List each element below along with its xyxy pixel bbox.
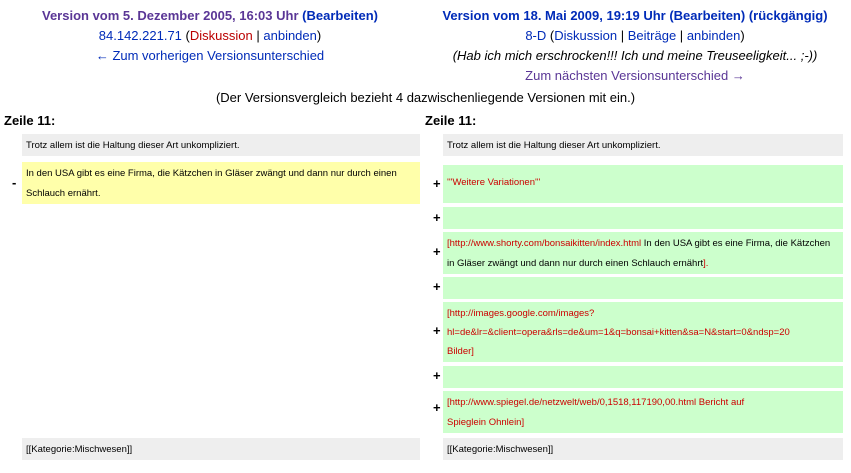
right-version-header — [425, 6, 845, 86]
left-version-title[interactable]: Version vom 5. Dezember 2005, 16:03 Uhr — [42, 8, 299, 23]
context-line-bottom-right: [[Kategorie:Mischwesen]] — [443, 438, 843, 460]
spiegel-link-part1: [http://www.spiegel.de/netzwelt/web/0,1518,117190,00.html Bericht auf — [447, 397, 745, 408]
added-marker: + — [433, 244, 441, 259]
shorty-link-end: ]. — [703, 258, 709, 269]
edit-comment: (Hab ich mich erschrocken!!! Ich und meine Treuseeligkeit... ;-)) — [452, 48, 818, 63]
right-block-link[interactable]: anbinden — [686, 28, 741, 43]
right-talk-link[interactable]: Diskussion — [554, 28, 618, 43]
context-line-right: Trotz allem ist die Haltung dieser Art unkompliziert. — [443, 134, 843, 156]
right-version-title[interactable]: Version vom 18. Mai 2009, 19:19 Uhr — [442, 8, 666, 23]
left-talk-link[interactable]: Diskussion — [189, 28, 253, 43]
added-line-empty — [443, 277, 843, 299]
context-line-left: Trotz allem ist die Haltung dieser Art unkompliziert. — [22, 134, 420, 156]
right-line-label: Zeile 11: — [425, 113, 477, 128]
added-line-google — [443, 302, 843, 362]
left-line-label: Zeile 11: — [4, 113, 56, 128]
deleted-line: In den USA gibt es eine Firma, die Kätzchen in Gläser zwängt und dann nur durch einen Schlauch ernährt. — [22, 162, 420, 204]
added-marker: + — [433, 176, 441, 191]
left-version-header — [0, 6, 420, 66]
deleted-marker: - — [12, 175, 17, 190]
shorty-link-text: [http://www.shorty.com/bonsaikitten/index.html — [447, 238, 642, 249]
shorty-description: In den USA gibt es eine Firma, die Kätzchen in Gläser zwängt und dann nur durch einen Schlauch ernährt — [447, 238, 831, 269]
spiegel-link-part2: Spieglein Ohnlein] — [447, 417, 525, 428]
next-diff-link[interactable]: Zum nächsten Versionsunterschied → — [525, 68, 745, 83]
left-user-link[interactable]: 84.142.221.71 — [98, 28, 182, 43]
right-user-link[interactable]: 8-D — [525, 28, 547, 43]
google-link-part1: [http://images.google.com/images? — [447, 308, 595, 319]
added-marker: + — [433, 279, 441, 294]
left-edit-link[interactable]: (Bearbeiten) — [302, 8, 378, 23]
paren-open: ( — [185, 28, 190, 43]
separator: | — [256, 28, 260, 43]
versions-note: (Der Versionsvergleich bezieht 4 dazwischenliegende Versionen mit ein.) — [215, 90, 636, 105]
google-link-part3: Bilder] — [447, 346, 474, 357]
added-marker: + — [433, 323, 441, 338]
left-block-link[interactable]: anbinden — [263, 28, 317, 43]
added-marker: + — [433, 368, 441, 383]
google-link-part2: hl=de&lr=&client=opera&rls=de&um=1&q=bonsai+kitten&sa=N&start=0&ndsp=20 — [447, 327, 790, 338]
added-line-spiegel — [443, 391, 843, 433]
right-contrib-link[interactable]: Beiträge — [627, 28, 677, 43]
added-line-shorty — [443, 232, 843, 274]
added-line-empty — [443, 207, 843, 229]
separator: | — [679, 28, 684, 43]
added-line-heading: '''Weitere Variationen''' — [443, 165, 843, 203]
paren-close: ) — [740, 28, 745, 43]
added-marker: + — [433, 400, 441, 415]
context-line-bottom-left: [[Kategorie:Mischwesen]] — [22, 438, 420, 460]
previous-diff-link[interactable]: ← Zum vorherigen Versionsunterschied — [95, 48, 325, 63]
paren-close: ) — [316, 28, 322, 43]
added-line-empty — [443, 366, 843, 388]
separator: | — [620, 28, 625, 43]
right-edit-link[interactable]: (Bearbeiten) — [669, 8, 746, 23]
undo-link[interactable]: (rückgängig) — [748, 8, 828, 23]
added-marker: + — [433, 210, 441, 225]
paren-open: ( — [549, 28, 555, 43]
